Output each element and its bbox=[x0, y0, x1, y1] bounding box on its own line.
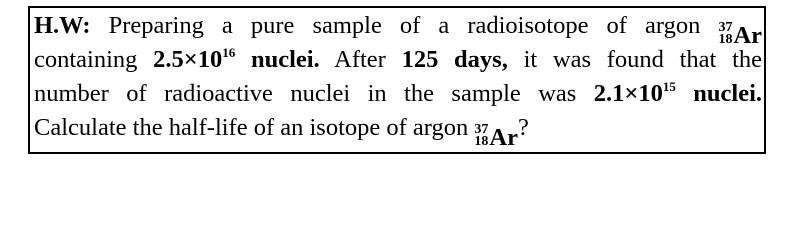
element-symbol: Ar bbox=[733, 22, 763, 49]
line-2-after: After bbox=[334, 46, 386, 73]
argon-nuclide-question bbox=[474, 121, 518, 155]
line-2-pre: containing bbox=[34, 46, 138, 73]
mass-number: 37 bbox=[718, 20, 733, 35]
problem-line-3 bbox=[34, 77, 762, 111]
final-exponent: 15 bbox=[662, 79, 676, 94]
line-1-text: Preparing a pure sample of a radioisotope of argon bbox=[108, 12, 701, 39]
problem-text bbox=[34, 9, 774, 151]
problem-line-2 bbox=[34, 43, 762, 77]
initial-nuclei-word: nuclei. bbox=[250, 46, 320, 73]
problem-line-4 bbox=[34, 111, 774, 151]
atomic-number: 18 bbox=[718, 32, 733, 47]
final-nuclei-word: nuclei. bbox=[693, 80, 763, 107]
atomic-number-question: 18 bbox=[474, 134, 489, 149]
line-4-text: Calculate the half-life of an isotope of argon bbox=[34, 114, 469, 141]
initial-exponent: 16 bbox=[222, 45, 236, 60]
nuclide-numbers-question bbox=[474, 124, 488, 148]
homework-label: H.W: bbox=[34, 12, 91, 39]
mass-number-question: 37 bbox=[474, 122, 489, 137]
problem-line-1 bbox=[34, 9, 763, 49]
initial-mantissa: 2.5×10 bbox=[153, 46, 223, 73]
initial-nuclei-count bbox=[153, 46, 235, 73]
element-symbol-question: Ar bbox=[489, 124, 518, 151]
nuclide-numbers bbox=[718, 22, 732, 46]
question-mark: ? bbox=[517, 114, 529, 141]
elapsed-time: 125 days, bbox=[401, 46, 508, 73]
final-nuclei-count bbox=[594, 80, 676, 107]
line-3-text: number of radioactive nuclei in the sample was bbox=[34, 80, 577, 107]
final-mantissa: 2.1×10 bbox=[593, 80, 663, 107]
line-2-post: it was found that the bbox=[523, 46, 763, 73]
